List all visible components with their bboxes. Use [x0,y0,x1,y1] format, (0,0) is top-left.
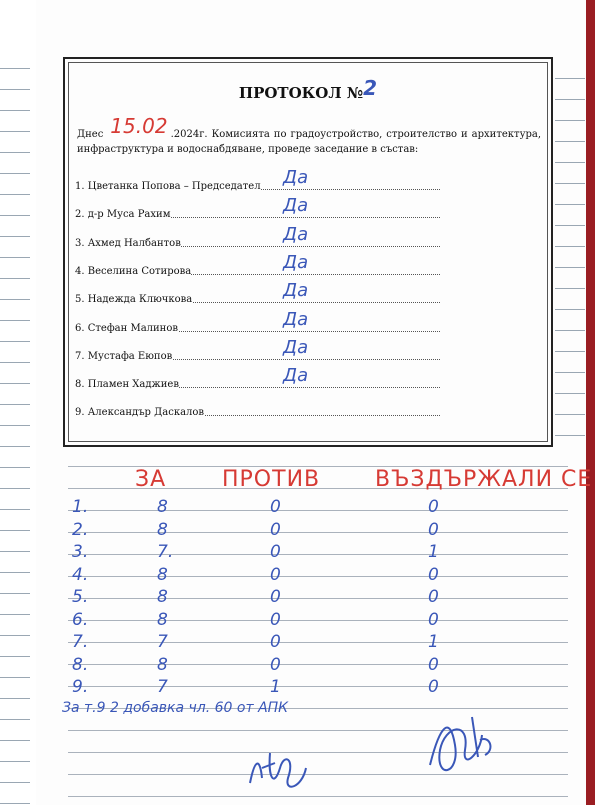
margin-line [555,288,585,289]
margin-line [0,68,30,69]
margin-line [555,225,585,226]
vote-count-za: 8 [157,497,168,517]
margin-line [0,257,30,258]
margin-line [0,194,30,195]
vote-column-header: ЗА [135,467,167,492]
ruled-line [68,576,568,577]
vote-count-protiv: 0 [270,609,281,630]
ruled-line [68,664,568,665]
margin-line [0,614,30,615]
margin-line [0,635,30,636]
margin-line [555,246,585,247]
member-row [75,351,440,362]
vote-count-vazd: 0 [428,564,439,585]
attendance-mark: Да [283,223,309,245]
vote-count-protiv: 0 [270,632,281,652]
margin-line [555,183,585,184]
vote-count-za: 8 [157,654,168,675]
margin-line [0,530,30,531]
attendance-mark: Да [283,195,309,217]
margin-line [0,803,30,804]
vote-count-protiv: 0 [270,587,281,607]
margin-line [0,719,30,720]
intro-text: .2024г. Комисията по градоустройство, строителство и архитектура, инфраструктура и водоснабдяване, проведе заседание в състав: [77,129,541,155]
margin-line [555,78,585,79]
vote-column-header: ВЪЗДЪРЖАЛИ СЕ [375,467,593,492]
vote-count-vazd: 0 [428,519,439,540]
vote-count-vazd: 0 [428,654,439,675]
margin-line [0,278,30,279]
vote-count-protiv: 0 [270,542,281,562]
vote-count-vazd: 0 [428,609,439,630]
cover-edge [586,0,595,805]
vote-count-za: 8 [157,519,168,540]
member-row [75,266,440,277]
vote-count-za: 7 [157,632,168,652]
margin-line [0,740,30,741]
margin-line [555,141,585,142]
member-row [75,323,440,334]
ruled-line [68,620,568,621]
margin-line [0,236,30,237]
vote-item-number: 9. [72,677,89,697]
signature-2 [240,738,320,798]
margin-line [555,393,585,394]
member-name: 8. Пламен Хаджиев [75,379,179,391]
protocol-number: 2 [363,76,378,100]
attendance-mark: Да [283,251,309,273]
attendance-mark: Да [283,280,309,302]
vote-count-za: 8 [157,609,168,630]
meeting-date: 15.02 [110,114,168,138]
vote-item-number: 2. [72,519,89,540]
member-name: 9. Александър Даскалов [75,407,205,419]
margin-line [0,425,30,426]
margin-line [0,152,30,153]
margin-line [0,551,30,552]
margin-line [555,120,585,121]
vote-count-za: 7 [157,677,168,697]
vote-count-protiv: 0 [270,497,281,517]
vote-column-header: ПРОТИВ [222,467,321,492]
vote-count-protiv: 1 [270,677,281,697]
margin-line [555,330,585,331]
member-row [75,407,440,418]
margin-line [555,435,585,436]
margin-line [555,414,585,415]
margin-line [0,593,30,594]
vote-count-protiv: 0 [270,519,281,540]
vote-count-protiv: 0 [270,654,281,675]
protocol-intro [77,114,541,157]
vote-count-za: 8 [157,587,168,607]
margin-line [0,383,30,384]
member-name: 5. Надежда Ключкова [75,294,193,306]
attendance-mark: Да [283,167,309,188]
vote-count-vazd: 1 [428,632,439,652]
vote-item-number: 6. [72,609,89,630]
protocol-title [65,76,551,103]
vote-count-vazd: 0 [428,677,439,697]
member-row [75,379,440,390]
margin-line [555,204,585,205]
margin-line [0,572,30,573]
ruled-line [68,598,568,599]
margin-line [0,782,30,783]
member-name: 4. Веселина Сотирова [75,265,192,277]
margin-line [555,372,585,373]
vote-item-number: 8. [72,654,89,675]
margin-line [0,131,30,132]
ruled-line [68,510,568,511]
vote-count-za: 8 [157,564,168,585]
margin-line [0,488,30,489]
vote-item-number: 4. [72,564,89,585]
signature-1 [410,705,500,785]
vote-count-vazd: 1 [428,542,439,562]
margin-line [555,162,585,163]
ruled-line [68,686,568,687]
member-name: 7. Мустафа Еюпов [75,350,173,362]
member-row [75,238,440,249]
member-name: 3. Ахмед Налбантов [75,237,181,249]
margin-line [0,404,30,405]
margin-line [0,341,30,342]
ruled-line [68,642,568,643]
handwritten-note: За т.9 2 добавка чл. 60 от АПК [62,700,289,716]
ruled-line [68,554,568,555]
member-name: 6. Стефан Малинов [75,322,178,334]
member-name: 2. д-р Муса Рахим [75,209,171,221]
margin-line [0,761,30,762]
margin-line [0,320,30,321]
member-row [75,181,440,192]
vote-count-vazd: 0 [428,587,439,607]
vote-count-protiv: 0 [270,564,281,585]
margin-line [0,677,30,678]
attendance-mark: Да [283,308,309,330]
margin-line [0,467,30,468]
margin-line [555,309,585,310]
margin-line [0,362,30,363]
vote-item-number: 1. [72,497,89,517]
margin-line [0,446,30,447]
intro-prefix: Днес [77,129,104,140]
margin-line [555,99,585,100]
vote-item-number: 5. [72,587,89,607]
margin-line [555,351,585,352]
attendance-mark: Да [283,336,309,358]
margin-line [0,89,30,90]
margin-line [0,173,30,174]
margin-line [0,215,30,216]
margin-line [0,509,30,510]
margin-line [0,656,30,657]
vote-item-number: 7. [72,632,89,652]
vote-item-number: 3. [72,542,89,562]
margin-line [0,299,30,300]
member-row [75,209,440,220]
protocol-title-text: ПРОТОКОЛ № [238,84,364,102]
member-name: 1. Цветанка Попова – Председател [75,181,261,192]
notebook-binding [0,0,38,805]
ruled-line [68,532,568,533]
attendance-mark: Да [283,365,309,387]
vote-count-za: 7. [157,542,174,562]
margin-line [0,698,30,699]
member-row [75,294,440,305]
margin-line [555,267,585,268]
margin-line [0,110,30,111]
vote-count-vazd: 0 [428,497,439,517]
printed-protocol-sheet [63,57,553,447]
